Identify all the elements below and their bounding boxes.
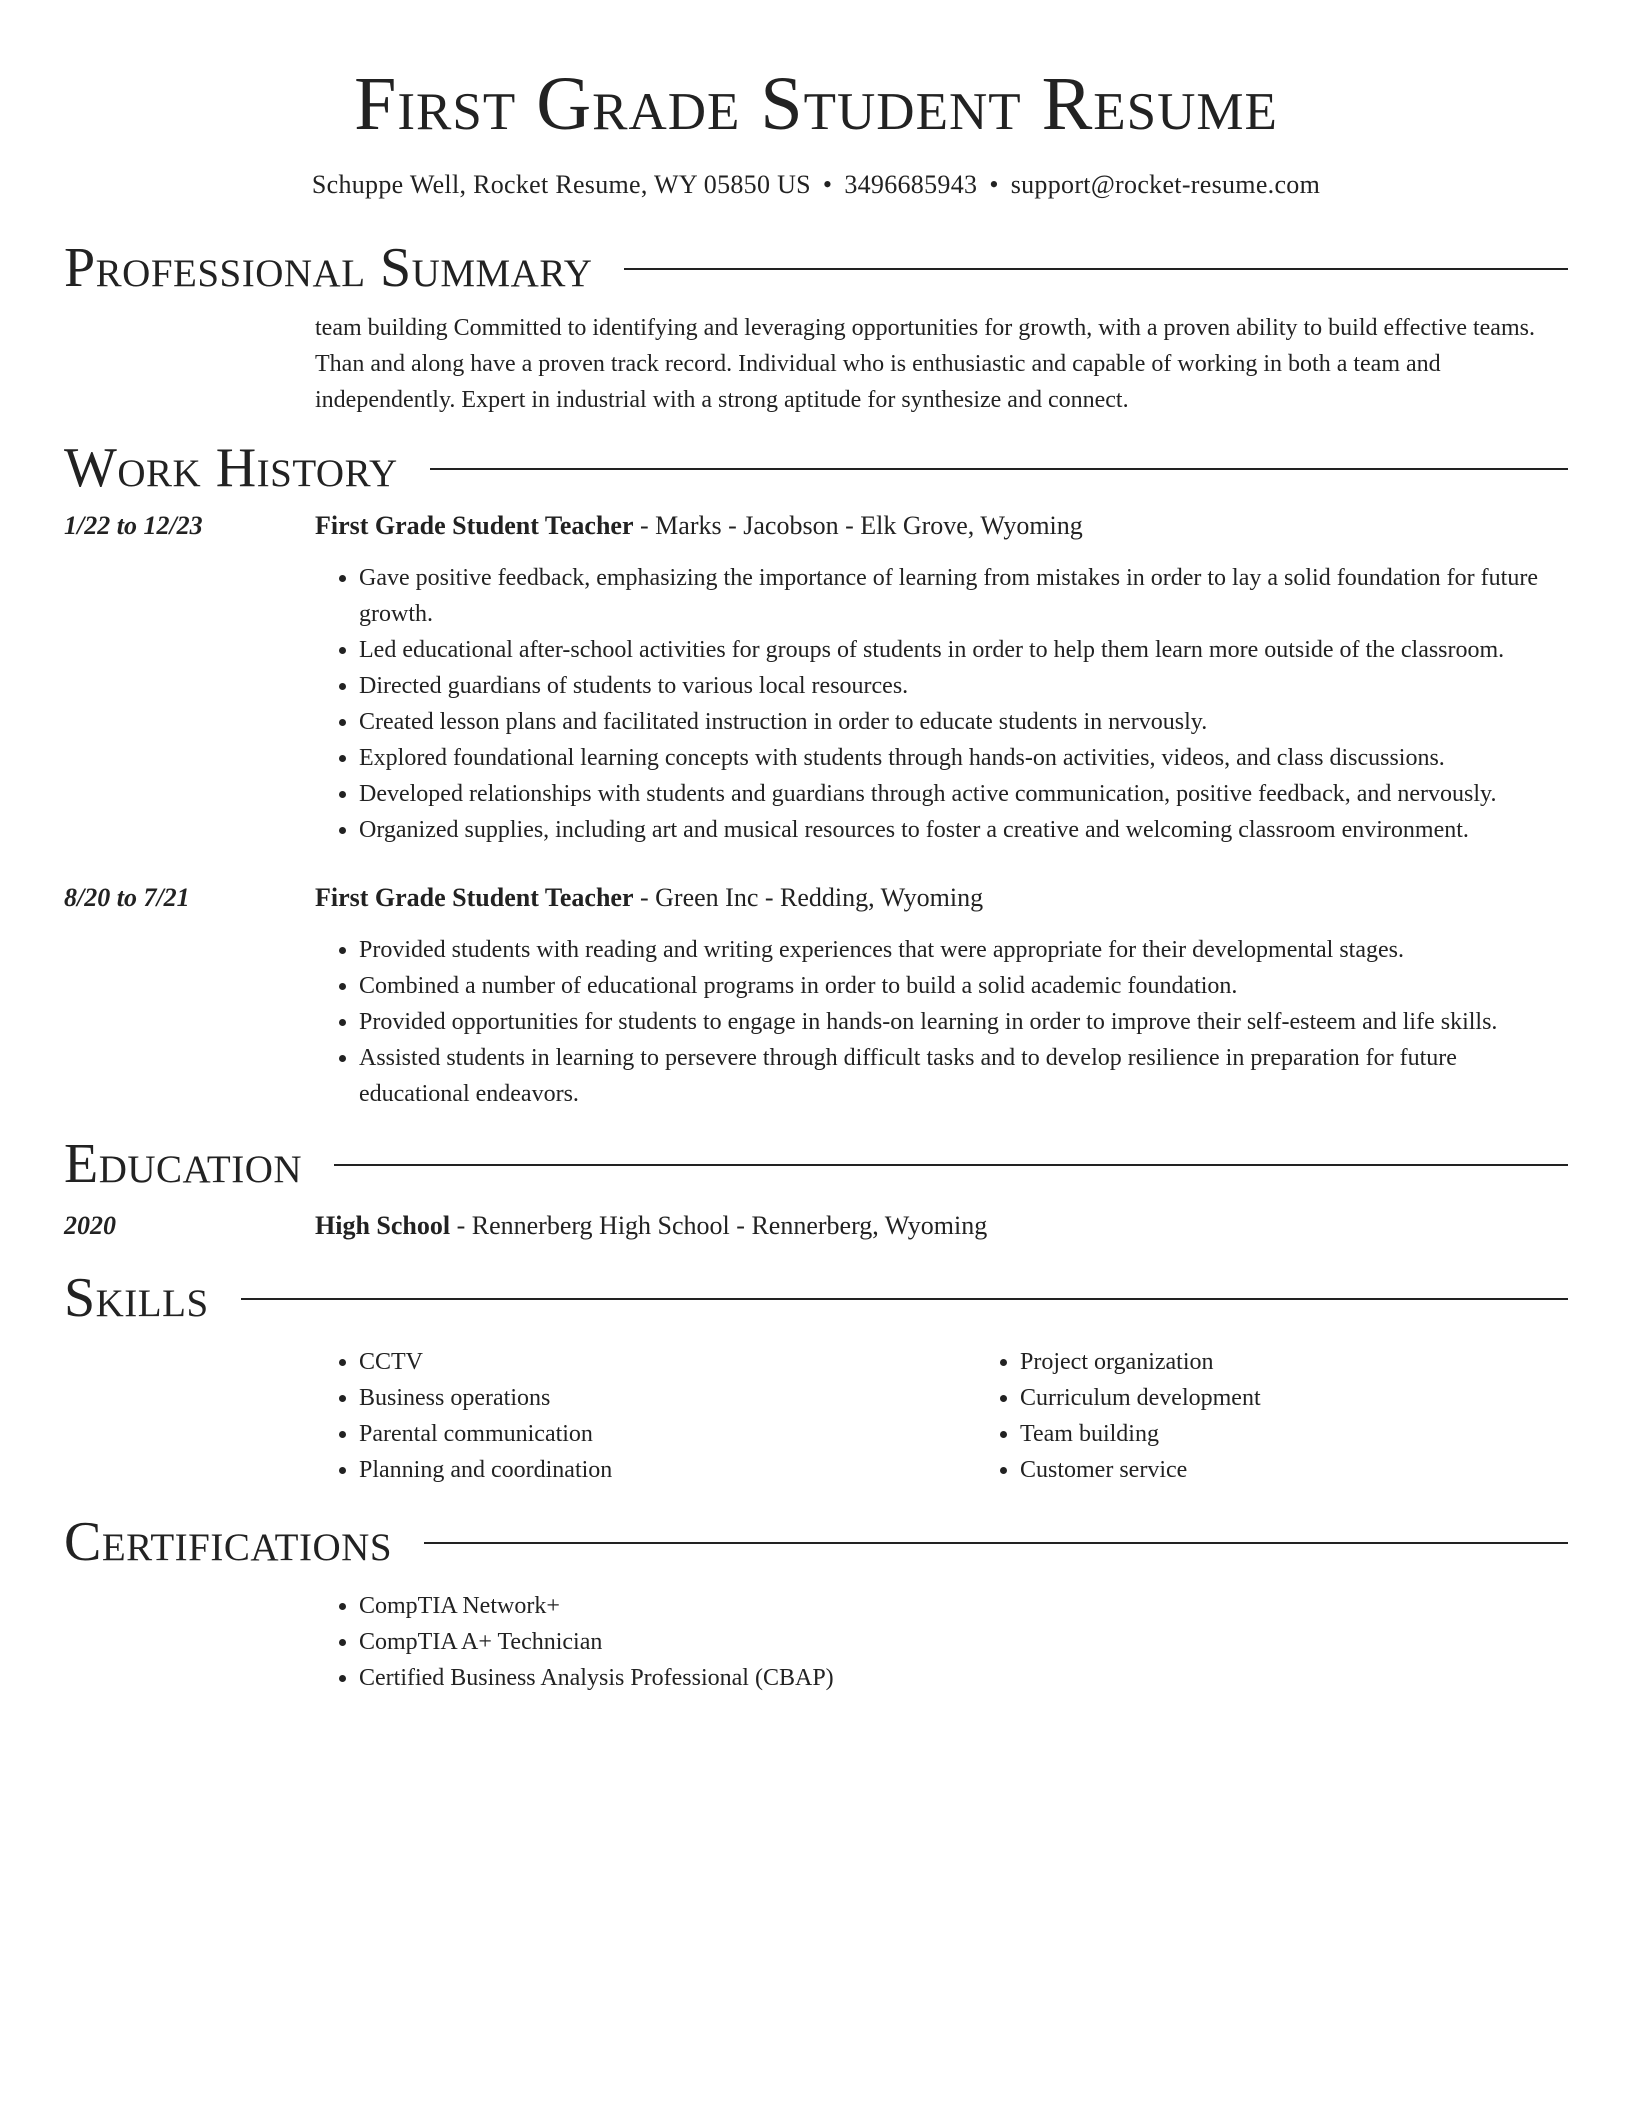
contact-separator: • <box>989 170 999 199</box>
resume-page <box>64 0 1568 1696</box>
list-item: • Provided students with reading and writing experiences that were appropriate for their developmental stages. <box>359 932 1568 968</box>
section-divider <box>430 468 1568 470</box>
job-employer: - Marks - Jacobson - Elk Grove, Wyoming <box>633 511 1083 540</box>
list-item: • CompTIA Network+ <box>359 1588 1568 1624</box>
section-divider <box>424 1542 1568 1544</box>
job-heading <box>315 508 1568 544</box>
contact-email: support@rocket-resume.com <box>1010 170 1321 199</box>
list-item: • Combined a number of educational programs in order to build a solid academic foundation. <box>359 968 1568 1004</box>
education-section-title: Education <box>64 1133 303 1195</box>
list-item: • Certified Business Analysis Professional (CBAP) <box>359 1660 1568 1696</box>
work-section-title: Work History <box>64 437 398 499</box>
skills-column-left <box>315 1344 976 1488</box>
job-entry <box>64 880 1568 1112</box>
job-employer: - Green Inc - Redding, Wyoming <box>633 883 984 912</box>
section-divider <box>241 1298 1568 1300</box>
job-dates: 8/20 to 7/21 <box>64 883 190 912</box>
skills-grid <box>315 1344 1568 1488</box>
certifications-section-header <box>64 1510 1568 1574</box>
list-item: • Led educational after-school activities for groups of students in order to help them learn more outside of the classroom. <box>359 632 1568 668</box>
list-item: • Developed relationships with students and guardians through active communication, positive feedback, and nervously. <box>359 776 1568 812</box>
job-dates: 1/22 to 12/23 <box>64 511 203 540</box>
list-item: • Customer service <box>1020 1452 1632 1488</box>
section-divider <box>334 1164 1568 1166</box>
certifications-list <box>315 1588 1568 1696</box>
list-item: • Assisted students in learning to persevere through difficult tasks and to develop resilience in preparation for future educational endeavors. <box>359 1040 1568 1112</box>
contact-separator: • <box>822 170 833 199</box>
list-item: • Explored foundational learning concepts with students through hands-on activities, videos, and class discussions. <box>359 740 1568 776</box>
certifications-section-title: Certifications <box>64 1511 393 1573</box>
education-degree: High School <box>315 1211 451 1240</box>
work-section-header <box>64 436 1568 500</box>
skills-column-right <box>976 1344 1632 1488</box>
list-item: • Parental communication <box>359 1416 976 1452</box>
contact-line <box>64 168 1568 202</box>
job-role: First Grade Student Teacher <box>315 883 634 912</box>
contact-address: Schuppe Well, Rocket Resume, WY 05850 US <box>311 170 811 199</box>
list-item: • Gave positive feedback, emphasizing the importance of learning from mistakes in order to lay a solid foundation for future growth. <box>359 560 1568 632</box>
summary-section-header <box>64 236 1568 300</box>
job-entry <box>64 508 1568 848</box>
education-entry <box>64 1208 1568 1244</box>
list-item: • Curriculum development <box>1020 1380 1632 1416</box>
job-role: First Grade Student Teacher <box>315 511 634 540</box>
list-item: • Created lesson plans and facilitated instruction in order to educate students in nervously. <box>359 704 1568 740</box>
education-year: 2020 <box>64 1211 116 1240</box>
job-bullets <box>315 932 1568 1112</box>
education-section-header <box>64 1132 1568 1196</box>
skills-section-header <box>64 1266 1568 1330</box>
list-item: • Planning and coordination <box>359 1452 976 1488</box>
job-heading <box>315 880 1568 916</box>
summary-section-title: Professional Summary <box>64 237 593 299</box>
skills-section-title: Skills <box>64 1267 209 1329</box>
list-item: • Organized supplies, including art and musical resources to foster a creative and welcoming classroom environment. <box>359 812 1568 848</box>
list-item: • CompTIA A+ Technician <box>359 1624 1568 1660</box>
contact-phone: 3496685943 <box>844 170 978 199</box>
education-heading <box>315 1208 1568 1244</box>
job-bullets <box>315 560 1568 848</box>
summary-text: team building Committed to identifying and leveraging opportunities for growth, with a proven ability to build effective teams. Than and along have a proven track record. Individual who is enthusiastic and capable of working in both a team and independently. Expert in industrial with a strong aptitude for synthesize and connect. <box>315 315 1535 413</box>
education-school: - Rennerberg High School - Rennerberg, Wyoming <box>450 1211 988 1240</box>
list-item: • Project organization <box>1020 1344 1632 1380</box>
list-item: • Team building <box>1020 1416 1632 1452</box>
list-item: • Business operations <box>359 1380 976 1416</box>
list-item: • Directed guardians of students to various local resources. <box>359 668 1568 704</box>
list-item: • CCTV <box>359 1344 976 1380</box>
section-divider <box>624 268 1568 270</box>
resume-title: First Grade Student Resume <box>354 62 1278 146</box>
list-item: • Provided opportunities for students to engage in hands-on learning in order to improve their self-esteem and life skills. <box>359 1004 1568 1040</box>
